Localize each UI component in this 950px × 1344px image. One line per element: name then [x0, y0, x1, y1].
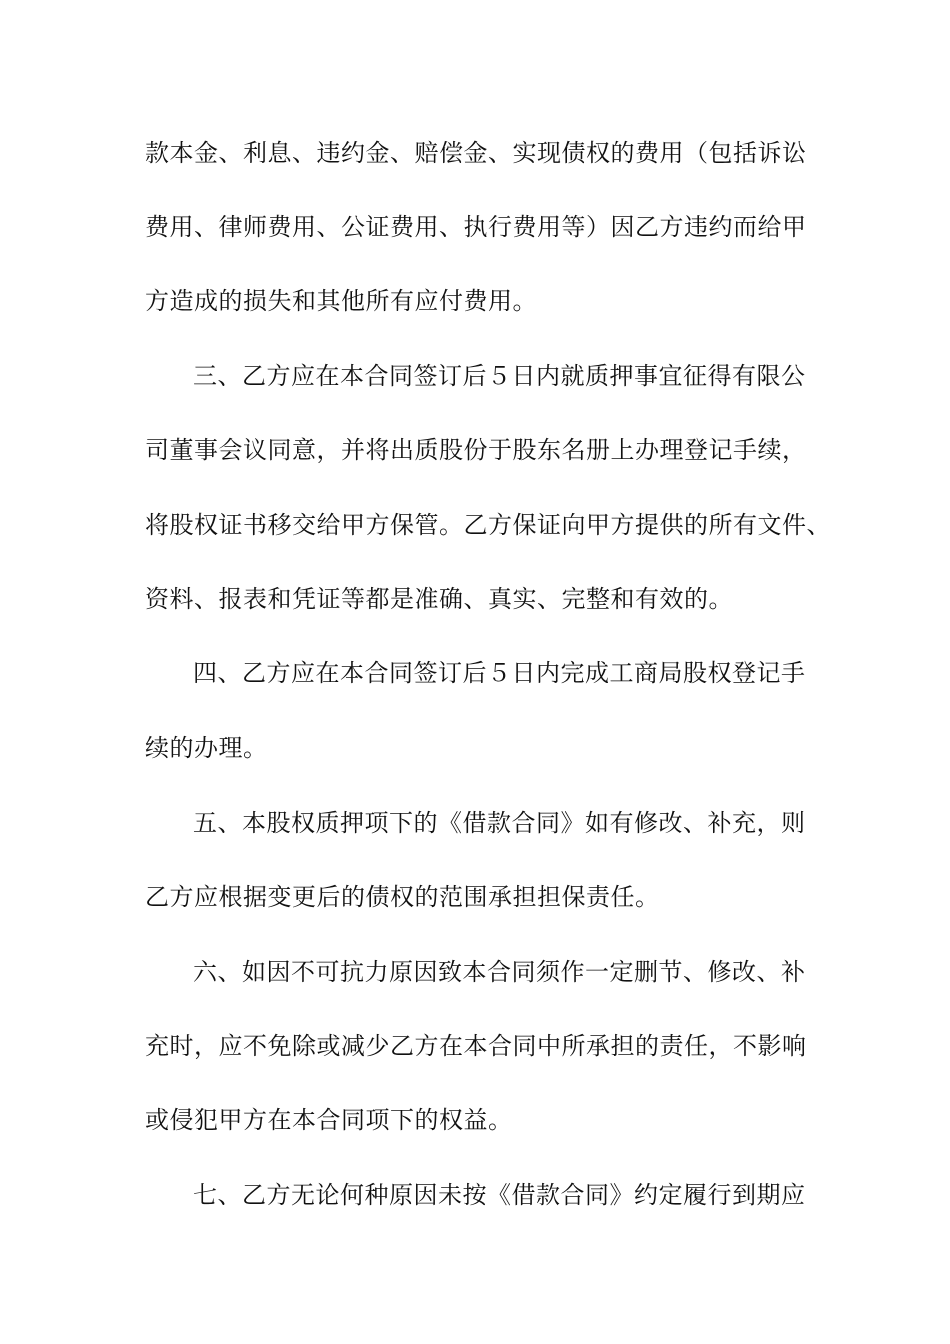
paragraph-start-line: 四、乙方应在本合同签订后５日内完成工商局股权登记手: [193, 659, 806, 687]
text-line: 资料、报表和凭证等都是准确、真实、完整和有效的。: [145, 585, 733, 613]
text-line: 将股权证书移交给甲方保管。乙方保证向甲方提供的所有文件、: [145, 511, 831, 539]
text-line: 充时，应不免除或减少乙方在本合同中所承担的责任，不影响: [145, 1032, 807, 1060]
text-line: 方造成的损失和其他所有应付费用。: [145, 287, 537, 315]
text-line: 司董事会议同意，并将出质股份于股东名册上办理登记手续，: [145, 436, 807, 464]
paragraph-start-line: 五、本股权质押项下的《借款合同》如有修改、补充，则: [193, 809, 806, 837]
paragraph-start-line: 六、如因不可抗力原因致本合同须作一定删节、修改、补: [193, 958, 806, 986]
paragraph-start-line: 七、乙方无论何种原因未按《借款合同》约定履行到期应: [193, 1181, 806, 1209]
text-line: 或侵犯甲方在本合同项下的权益。: [145, 1106, 513, 1134]
text-line: 费用、律师费用、公证费用、执行费用等）因乙方违约而给甲: [145, 213, 807, 241]
text-line: 乙方应根据变更后的债权的范围承担担保责任。: [145, 883, 660, 911]
text-line: 续的办理。: [145, 734, 268, 762]
text-line: 款本金、利息、违约金、赔偿金、实现债权的费用（包括诉讼: [145, 139, 807, 167]
paragraph-start-line: 三、乙方应在本合同签订后５日内就质押事宜征得有限公: [193, 362, 806, 390]
